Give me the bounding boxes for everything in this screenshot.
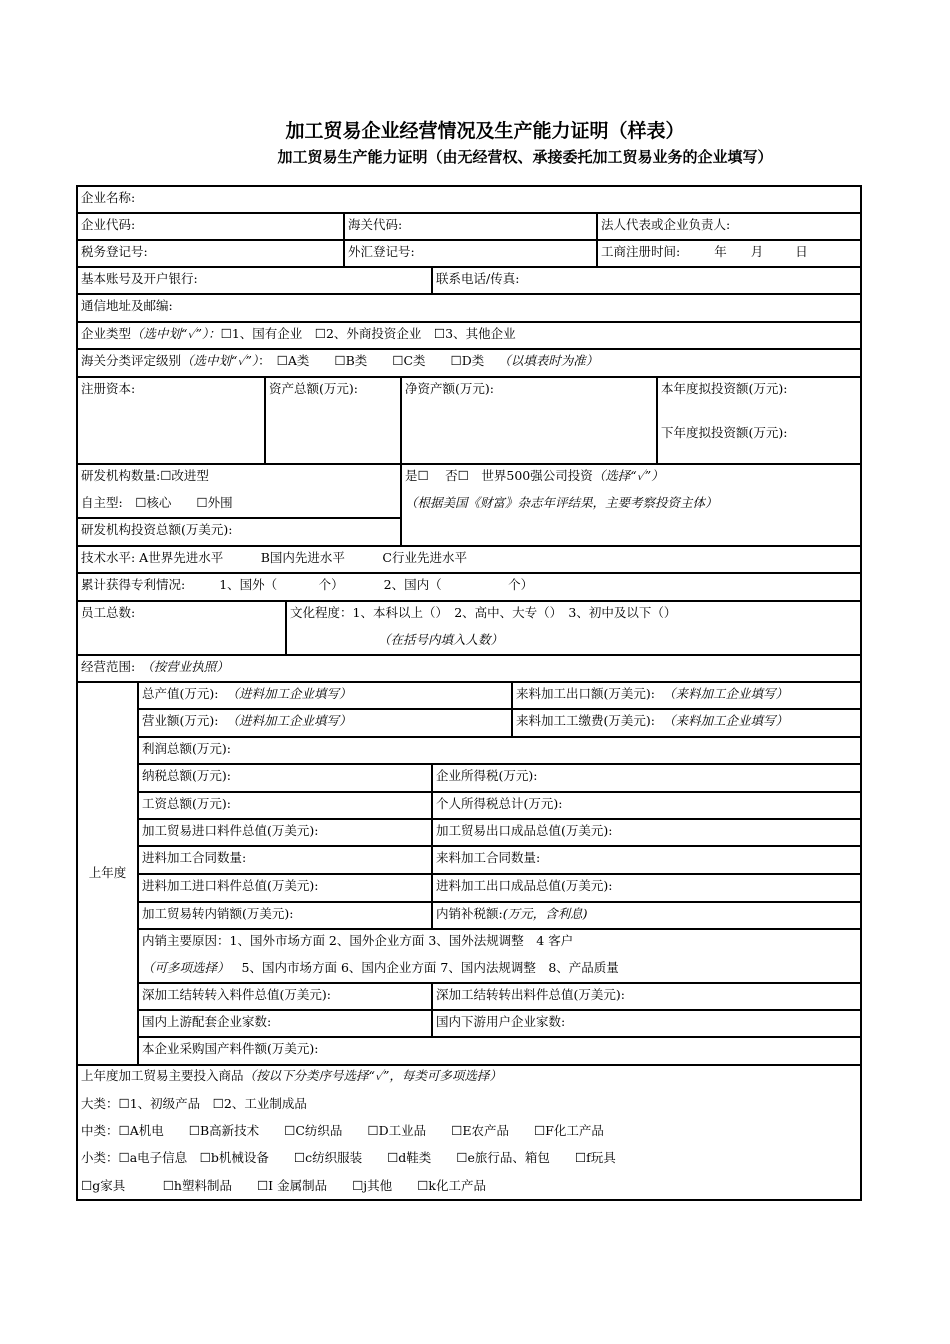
domestic-tax-row bbox=[436, 905, 587, 923]
gross-output-hint: （进料加工企业填写） bbox=[226, 686, 352, 701]
company-name-field: 企业名称: bbox=[81, 190, 136, 205]
legal-rep-field: 法人代表或企业负责人: bbox=[601, 217, 731, 232]
deep-in-field: 深加工结转转入料件总值(万美元): bbox=[142, 987, 331, 1002]
customs-level-options: ☐A类 ☐B类 ☐C类 ☐D类 bbox=[276, 353, 485, 368]
fortune500-row bbox=[405, 467, 664, 485]
goods-major: 大类：☐1、初级产品 ☐2、工业制成品 bbox=[81, 1096, 307, 1111]
fortune500-note: （根据美国《财富》杂志年评结果，主要考察投资主体） bbox=[405, 495, 718, 510]
domestic-purchase-field: 本企业采购国产料件额(万美元): bbox=[142, 1041, 319, 1056]
revenue-row bbox=[142, 712, 351, 730]
import-materials-field: 加工贸易进口料件总值(万美元): bbox=[142, 823, 319, 838]
tech-level-field: 技术水平: A世界先进水平 B国内先进水平 C行业先进水平 bbox=[81, 550, 467, 565]
company-type-hint: （选中划“✓”）： bbox=[131, 326, 221, 341]
phone-field: 联系电话/传真: bbox=[436, 271, 520, 286]
scope-row bbox=[81, 658, 229, 676]
corp-income-tax-field: 企业所得税(万元): bbox=[436, 768, 538, 783]
import-proc-products-field: 进料加工出口成品总值(万美元): bbox=[436, 878, 613, 893]
patents-domestic: 2、国内（ 个） bbox=[383, 577, 534, 592]
company-type-options: ☐1、国有企业 ☐2、外商投资企业 ☐3、其他企业 bbox=[220, 326, 516, 341]
fortune500-options: 是☐ 否☐ 世界500强公司投资 bbox=[405, 468, 593, 483]
address-field: 通信地址及邮编: bbox=[81, 298, 173, 313]
incoming-export-label: 来料加工出口额(万美元): bbox=[516, 686, 655, 701]
year-label: 年 bbox=[714, 244, 727, 259]
profit-field: 利润总额(万元): bbox=[142, 741, 231, 756]
upstream-field: 国内上游配套企业家数: bbox=[142, 1014, 272, 1029]
rd-independent-field: 自主型: ☐核心 ☐外围 bbox=[81, 495, 233, 510]
revenue-hint: （进料加工企业填写） bbox=[226, 713, 352, 728]
scope-label: 经营范围: bbox=[81, 659, 136, 674]
customs-level-label: 海关分类评定级别 bbox=[81, 353, 182, 368]
domestic-tax-hint: (万元，含利息) bbox=[502, 906, 588, 921]
domestic-sales-field: 加工贸易转内销额(万美元): bbox=[142, 906, 294, 921]
processing-fee-label: 来料加工工缴费(万美元): bbox=[516, 713, 655, 728]
month-label: 月 bbox=[750, 244, 764, 259]
forex-reg-field: 外汇登记号: bbox=[348, 244, 415, 259]
domestic-reasons-line2 bbox=[142, 959, 619, 977]
revenue-label: 营业额(万元): bbox=[142, 713, 219, 728]
employees-field: 员工总数: bbox=[81, 605, 136, 620]
scope-hint: （按营业执照） bbox=[141, 659, 229, 674]
tax-reg-field: 税务登记号: bbox=[81, 244, 148, 259]
import-contracts-field: 进料加工合同数量: bbox=[142, 850, 247, 865]
goods-minor-line2: ☐g家具 ☐h塑料制品 ☐I 金属制品 ☐j其他 ☐k化工产品 bbox=[81, 1178, 486, 1193]
customs-code-field: 海关代码: bbox=[348, 217, 403, 232]
goods-middle: 中类：☐A机电 ☐B高新技术 ☐C纺织品 ☐D工业品 ☐E农产品 ☐F化工产品 bbox=[81, 1123, 604, 1138]
customs-level-hint: （选中划“✓”） bbox=[181, 353, 259, 368]
tax-total-field: 纳税总额(万元): bbox=[142, 768, 231, 783]
customs-level-row bbox=[81, 352, 598, 370]
bank-field: 基本账号及开户银行: bbox=[81, 271, 198, 286]
reg-capital-field: 注册资本: bbox=[81, 381, 136, 396]
invest-this-year-field: 本年度拟投资额(万元): bbox=[661, 381, 788, 396]
incoming-export-hint: （来料加工企业填写） bbox=[662, 686, 788, 701]
personal-income-tax-field: 个人所得税总计(万元): bbox=[436, 796, 563, 811]
biz-reg-time-label: 工商注册时间: bbox=[601, 244, 681, 259]
company-code-field: 企业代码: bbox=[81, 217, 136, 232]
goods-row bbox=[81, 1067, 502, 1085]
downstream-field: 国内下游用户企业家数: bbox=[436, 1014, 566, 1029]
domestic-reasons-text: 5、国内市场方面 6、国内企业方面 7、国内法规调整 8、产品质量 bbox=[241, 960, 619, 975]
deep-out-field: 深加工结转转出料件总值(万美元): bbox=[436, 987, 625, 1002]
domestic-reasons-line1: 内销主要原因：1、国外市场方面 2、国外企业方面 3、国外法规调整 4 客户 bbox=[142, 933, 574, 948]
goods-minor-line1: 小类：☐a电子信息 ☐b机械设备 ☐c纺织服装 ☐d鞋类 ☐e旅行品、箱包 ☐f玩具 bbox=[81, 1150, 616, 1165]
last-year-label: 上年度 bbox=[88, 865, 127, 880]
patents-row bbox=[81, 576, 533, 594]
form-table bbox=[76, 185, 862, 1201]
fortune500-hint: （选择“✓”） bbox=[592, 468, 664, 483]
invest-next-year-field: 下年度拟投资额(万元): bbox=[661, 425, 788, 440]
export-products-field: 加工贸易出口成品总值(万美元): bbox=[436, 823, 613, 838]
domestic-tax-label: 内销补税额: bbox=[436, 906, 503, 921]
incoming-export-row bbox=[516, 685, 788, 703]
biz-reg-time-field bbox=[601, 243, 808, 261]
goods-hint: （按以下分类序号选择“✓”，每类可多项选择） bbox=[243, 1068, 502, 1083]
gross-output-label: 总产值(万元): bbox=[142, 686, 219, 701]
gross-output-row bbox=[142, 685, 351, 703]
processing-fee-row bbox=[516, 712, 788, 730]
total-assets-field: 资产总额(万元): bbox=[269, 381, 358, 396]
rd-investment-field: 研发机构投资总额(万美元): bbox=[81, 522, 233, 537]
rd-count-field: 研发机构数量:☐改进型 bbox=[81, 468, 209, 483]
domestic-reasons-hint: （可多项选择） bbox=[142, 960, 230, 975]
education-field: 文化程度：1、本科以上（） 2、高中、大专（） 3、初中及以下（） bbox=[290, 605, 677, 620]
goods-label: 上年度加工贸易主要投入商品 bbox=[81, 1068, 244, 1083]
education-hint: （在括号内填入人数） bbox=[378, 632, 504, 647]
company-type-label: 企业类型 bbox=[81, 326, 132, 341]
patents-label: 累计获得专利情况: bbox=[81, 577, 186, 592]
net-assets-field: 净资产额(万元): bbox=[405, 381, 494, 396]
import-proc-materials-field: 进料加工进口料件总值(万美元): bbox=[142, 878, 319, 893]
customs-level-colon: ： bbox=[258, 353, 271, 368]
day-label: 日 bbox=[795, 244, 808, 259]
patents-foreign: 1、国外（ 个） bbox=[219, 577, 344, 592]
page-title: 加工贸易企业经营情况及生产能力证明（样表） bbox=[285, 120, 685, 142]
wages-field: 工资总额(万元): bbox=[142, 796, 231, 811]
processing-fee-hint: （来料加工企业填写） bbox=[662, 713, 788, 728]
customs-level-note: （以填表时为准） bbox=[498, 353, 599, 368]
incoming-contracts-field: 来料加工合同数量: bbox=[436, 850, 541, 865]
page-subtitle: 加工贸易生产能力证明（由无经营权、承接委托加工贸易业务的企业填写） bbox=[277, 148, 773, 166]
company-type-row bbox=[81, 325, 516, 343]
